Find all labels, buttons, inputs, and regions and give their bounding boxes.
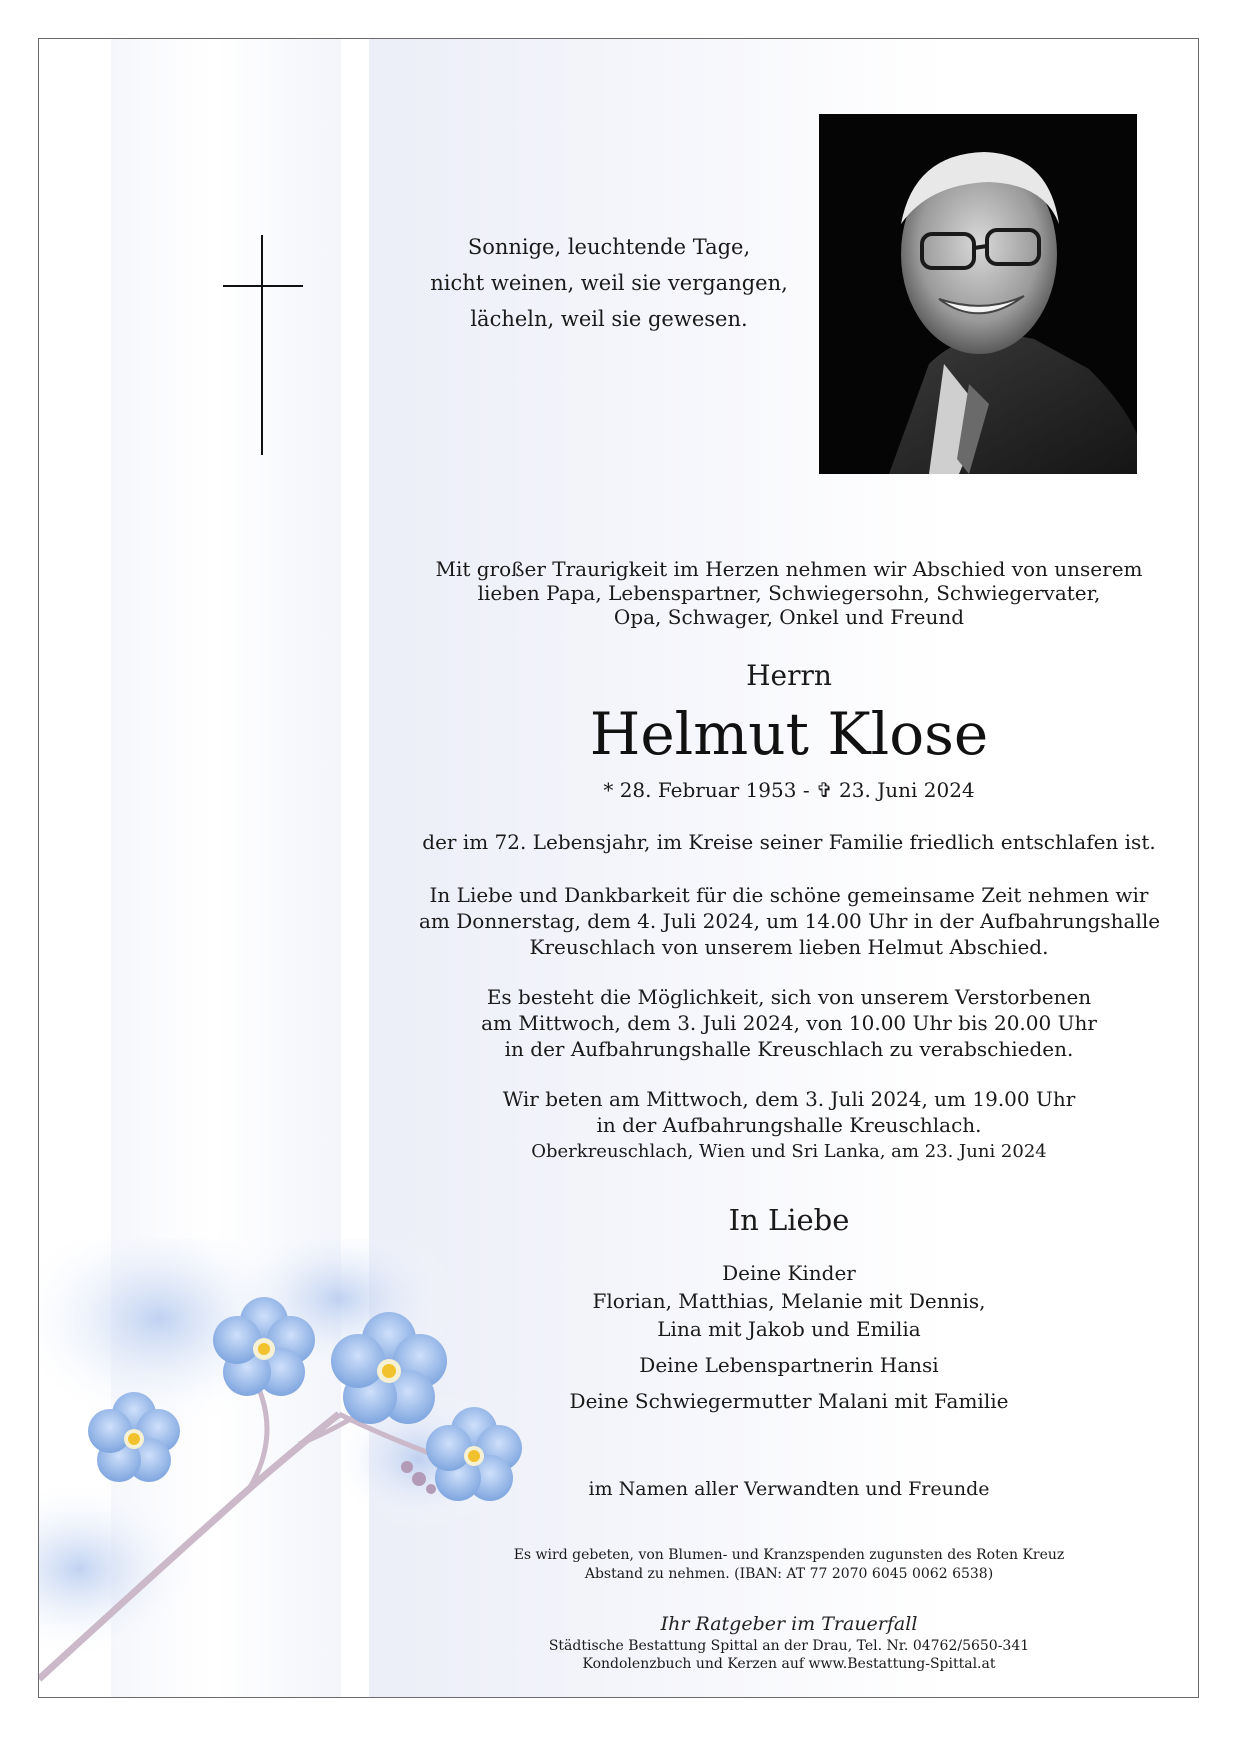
deceased-name: Helmut Klose [589, 700, 989, 768]
family-line: Lina mit Jakob und Emilia [657, 1317, 921, 1341]
portrait-photo [819, 114, 1137, 474]
cross-icon [223, 235, 303, 455]
paragraph-line: am Mittwoch, dem 3. Juli 2024, von 10.00 Uhr bis 20.00 Uhr [481, 1011, 1097, 1035]
donation-line: Es wird gebeten, von Blumen- und Kranzspenden zugunsten des Roten Kreuz [513, 1547, 1065, 1563]
advisor-signature: Ihr Ratgeber im Trauerfall [660, 1613, 918, 1635]
paragraph-line: am Donnerstag, dem 4. Juli 2024, um 14.00 Uhr in der Aufbahrungshalle [419, 909, 1161, 933]
poem-line: nicht weinen, weil sie vergangen, [430, 271, 788, 295]
paragraph-line: in der Aufbahrungshalle Kreuschlach. [596, 1113, 982, 1137]
family-line: Florian, Matthias, Melanie mit Dennis, [592, 1289, 986, 1313]
family-line: Deine Schwiegermutter Malani mit Familie [569, 1389, 1009, 1413]
paragraph-line: In Liebe und Dankbarkeit für die schöne gemeinsame Zeit nehmen wir [429, 883, 1149, 907]
intro-line: Mit großer Traurigkeit im Herzen nehmen wir Abschied von unserem [435, 557, 1143, 581]
poem [419, 229, 799, 337]
family-line: Deine Lebenspartnerin Hansi [639, 1353, 939, 1377]
paragraph-prayer [419, 1086, 1159, 1138]
intro-line: lieben Papa, Lebenspartner, Schwiegersohn, Schwiegervater, [477, 581, 1101, 605]
paragraph-viewing [419, 984, 1159, 1062]
paragraph-line: in der Aufbahrungshalle Kreuschlach zu verabschieden. [504, 1037, 1074, 1061]
poem-line: lächeln, weil sie gewesen. [470, 307, 748, 331]
obituary-card [38, 38, 1199, 1698]
life-dates: * 28. Februar 1953 - ✞ 23. Juni 2024 [603, 778, 975, 802]
portrait-image [819, 114, 1137, 474]
intro-text [419, 557, 1159, 629]
intro-line: Opa, Schwager, Onkel und Freund [613, 605, 965, 629]
relatives-line: im Namen aller Verwandten und Freunde [588, 1478, 990, 1500]
paragraph-passed [419, 829, 1159, 855]
paragraph-line: Kreuschlach von unserem lieben Helmut Abschied. [529, 935, 1049, 959]
paragraph-line: Wir beten am Mittwoch, dem 3. Juli 2024, um 19.00 Uhr [502, 1087, 1076, 1111]
forget-me-not-flowers [39, 1239, 599, 1698]
donation-line: Abstand zu nehmen. (IBAN: AT 77 2070 6045 0062 6538) [584, 1566, 994, 1582]
footer-line: Kondolenzbuch und Kerzen auf www.Bestattung-Spittal.at [582, 1656, 996, 1672]
salutation: Herrn [746, 659, 832, 692]
place-date: Oberkreuschlach, Wien und Sri Lanka, am 23. Juni 2024 [531, 1141, 1047, 1162]
poem-line: Sonnige, leuchtende Tage, [467, 235, 751, 259]
footer-line: Städtische Bestattung Spittal an der Drau, Tel. Nr. 04762/5650-341 [548, 1638, 1030, 1654]
in-liebe-heading: In Liebe [728, 1203, 850, 1237]
paragraph-farewell [419, 882, 1159, 960]
paragraph-line: Es besteht die Möglichkeit, sich von unserem Verstorbenen [486, 985, 1092, 1009]
family-line: Deine Kinder [722, 1261, 856, 1285]
paragraph-line: der im 72. Lebensjahr, im Kreise seiner Familie friedlich entschlafen ist. [422, 830, 1156, 854]
